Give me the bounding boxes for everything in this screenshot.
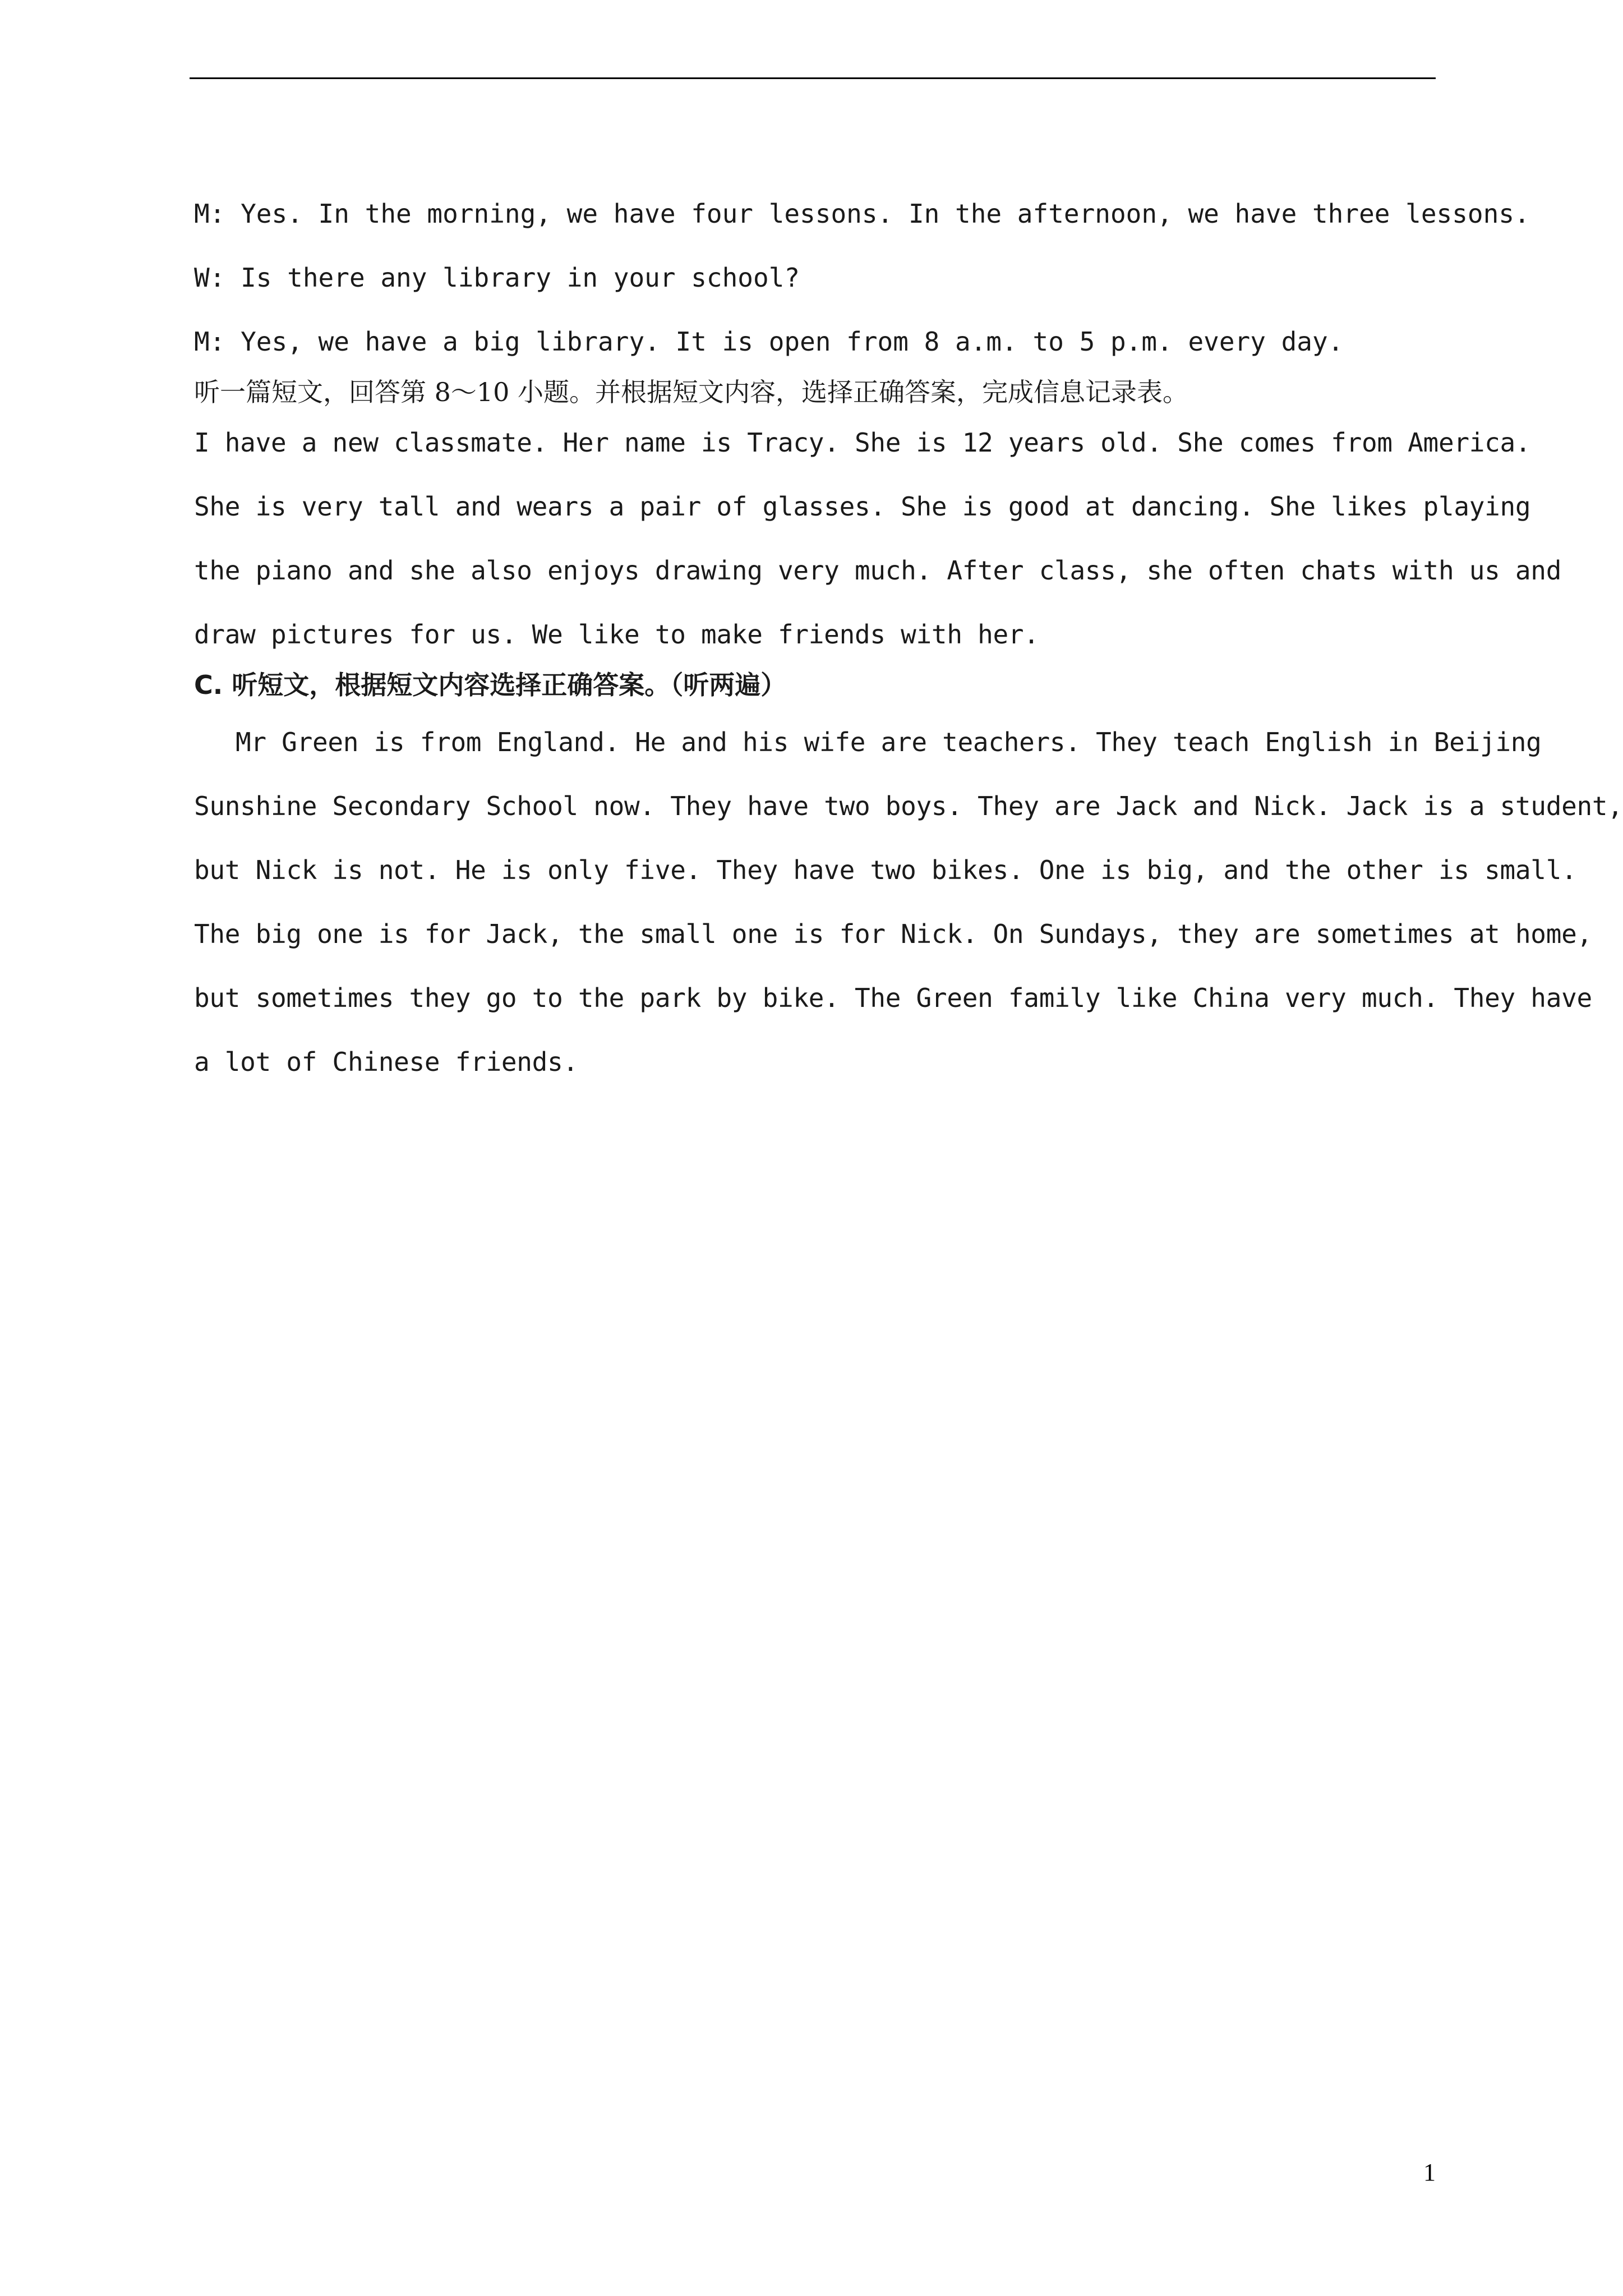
section-c-line-4: The big one is for Jack, the small one is for Nick. On Sundays, they are sometimes at home, (194, 919, 1592, 949)
section-c-line-2: Sunshine Secondary School now. They have two boys. They are Jack and Nick. Jack is a student, (194, 791, 1623, 821)
dialogue-speaker: M: (194, 326, 225, 357)
section-c-line-6: a lot of Chinese friends. (194, 1047, 578, 1077)
section-c-line-3: but Nick is not. He is only five. They have two bikes. One is big, and the other is small. (194, 855, 1577, 885)
passage-b-line-2: She is very tall and wears a pair of glasses. She is good at dancing. She likes playing (194, 491, 1531, 522)
dialogue-line-3 (194, 324, 1437, 375)
dialogue-line-2: W: Is there any library in your school? (194, 263, 800, 293)
passage-b-line-4: draw pictures for us. We like to make friends with her. (194, 619, 1039, 650)
header-rule (190, 77, 1436, 79)
page-content (194, 196, 1623, 1108)
page-number: 1 (1423, 2159, 1436, 2186)
section-c-line-5: but sometimes they go to the park by bike. The Green family like China very much. They have (194, 983, 1592, 1013)
passage-b-line-1: I have a new classmate. Her name is Tracy. She is 12 years old. She comes from America. (194, 427, 1531, 458)
section-c-heading: C. 听短文，根据短文内容选择正确答案。（听两遍） (194, 670, 787, 700)
passage-b-line-3: the piano and she also enjoys drawing very much. After class, she often chats with us and (194, 555, 1562, 586)
instruction-b: 听一篇短文，回答第 8～10 小题。并根据短文内容，选择正确答案，完成信息记录表。 (194, 377, 1189, 407)
dialogue-line-1: M: Yes. In the morning, we have four lessons. In the afternoon, we have three lessons. (194, 199, 1530, 229)
section-c-line-1: Mr Green is from England. He and his wife are teachers. They teach English in Beijing (236, 727, 1542, 757)
dialogue-text: Yes, we have a big library. It is open from 8 a.m. to 5 p.m. every day. (225, 326, 1344, 357)
